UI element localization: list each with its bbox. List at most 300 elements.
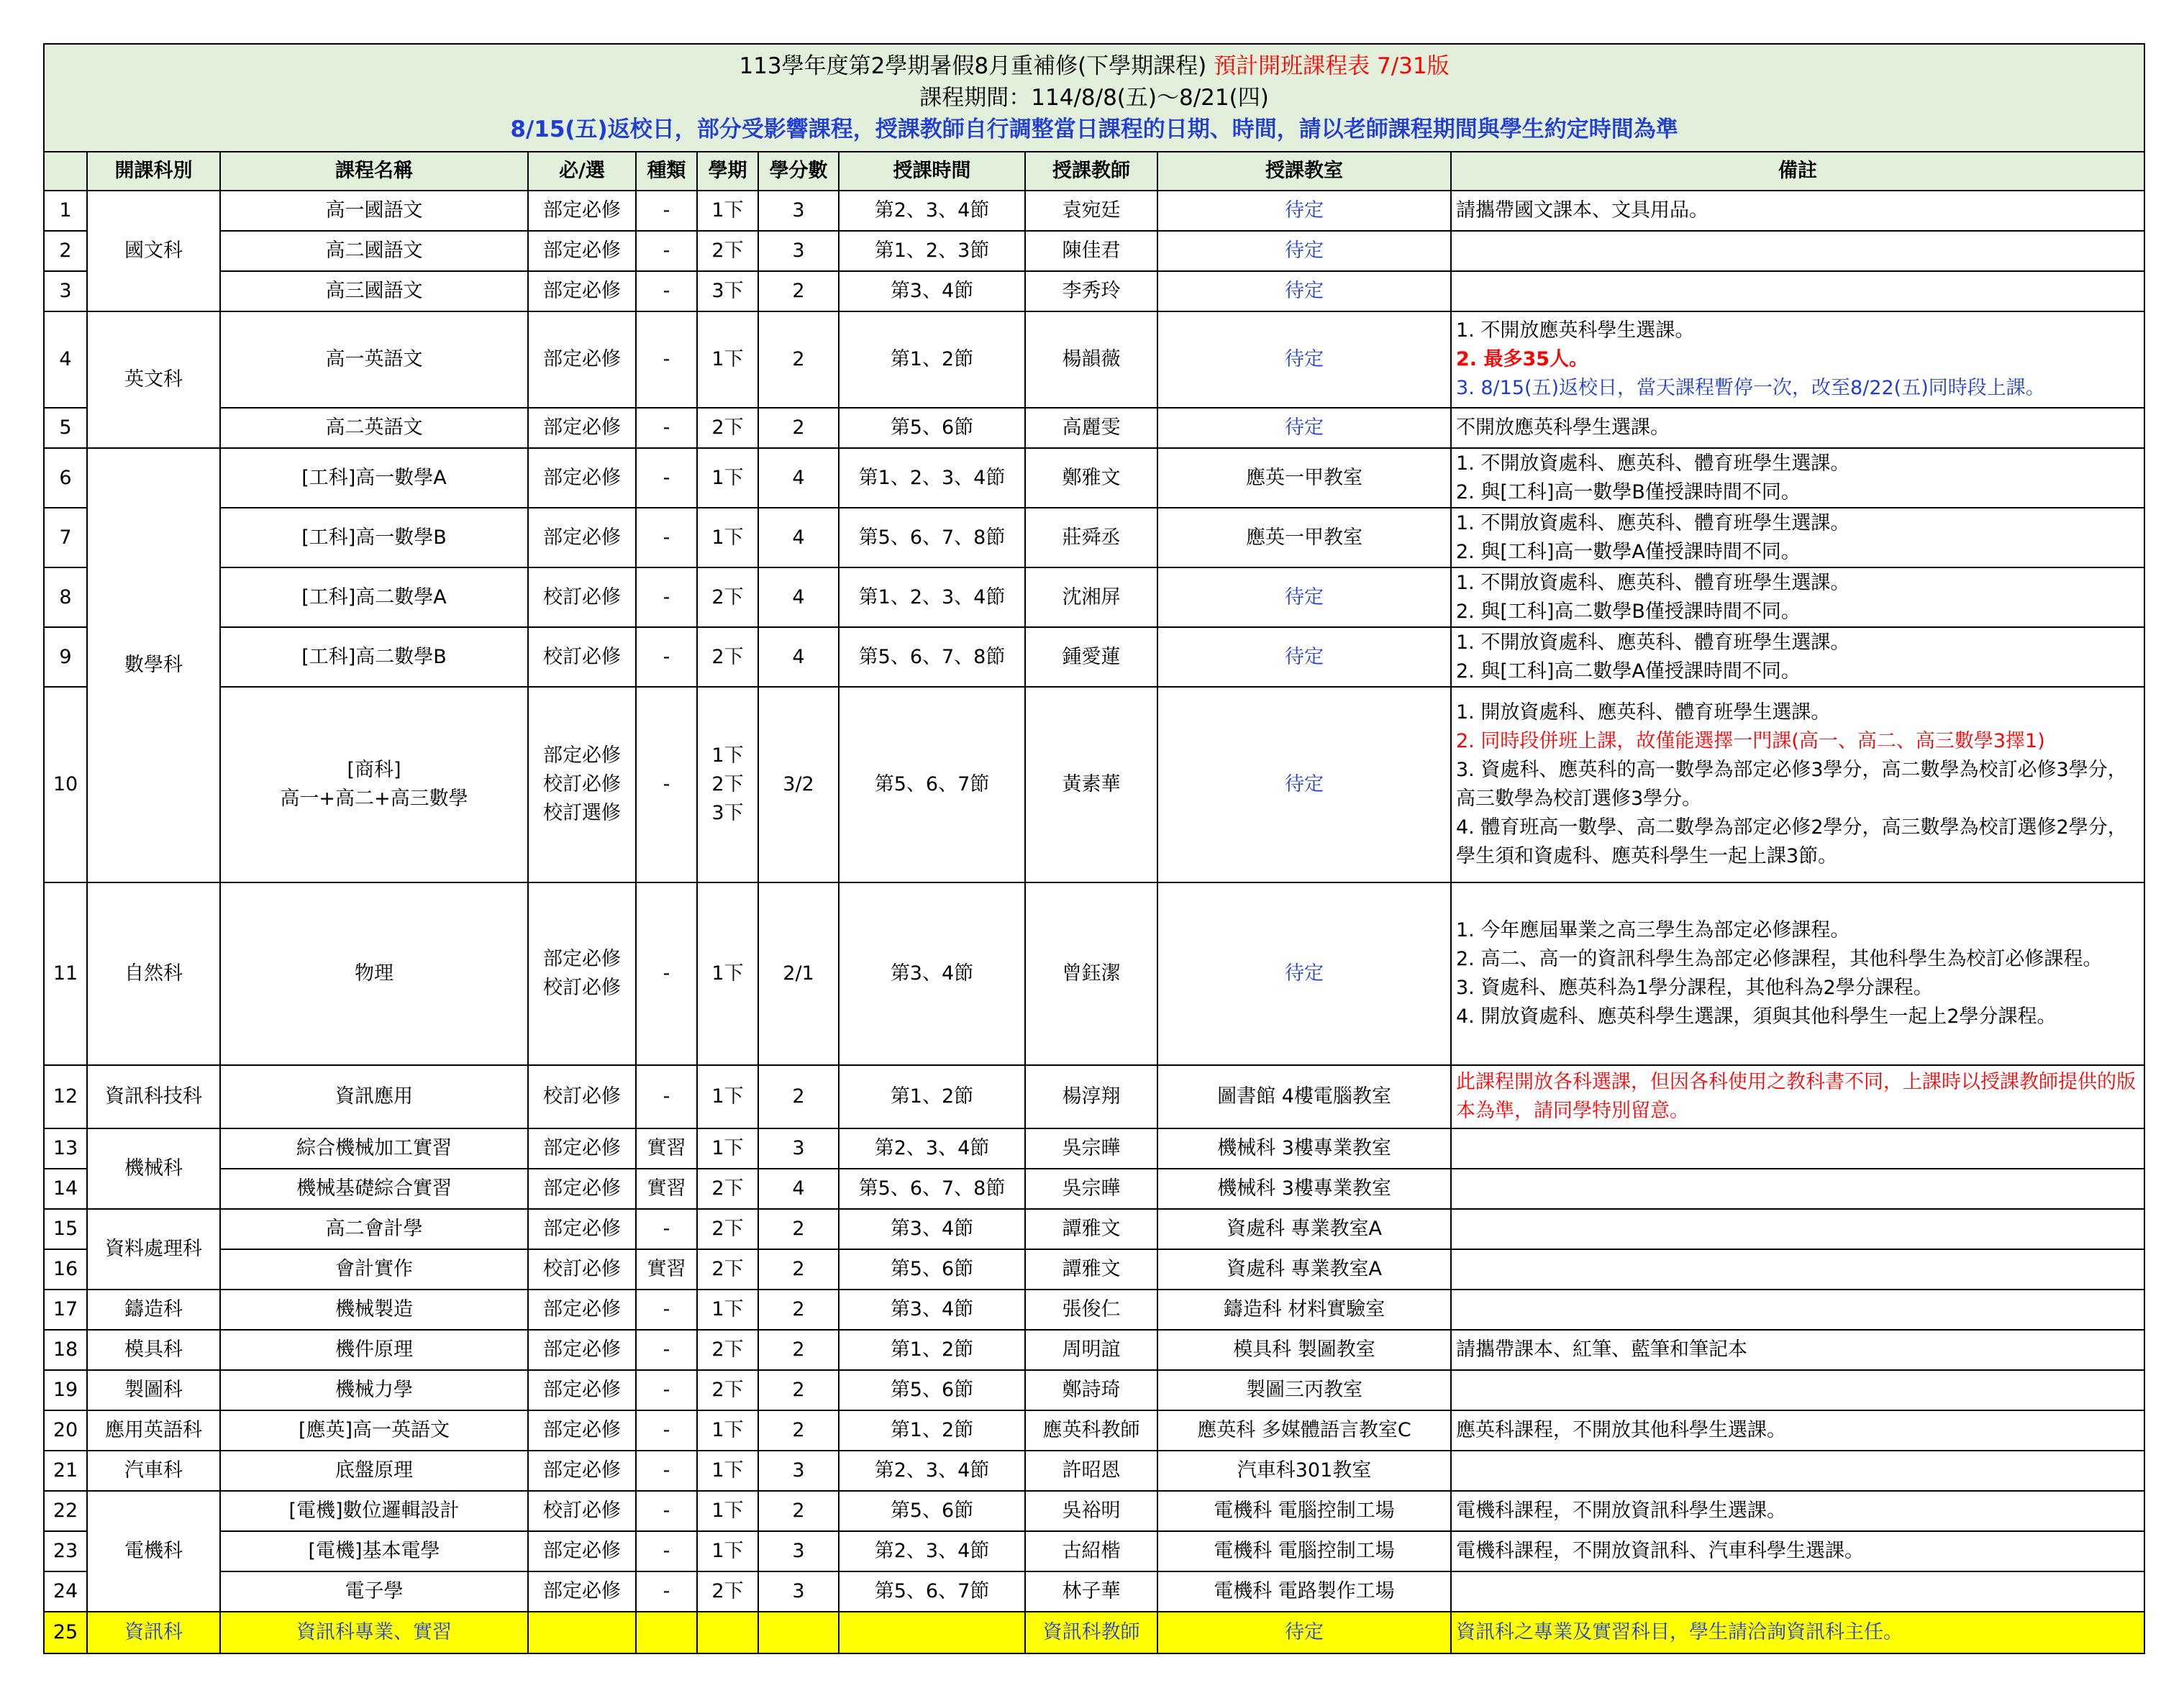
classroom: 模具科 製圖教室 (1157, 1330, 1451, 1370)
semester: 2下 (697, 408, 758, 448)
required-type: 部定必修 (528, 1370, 636, 1410)
class-time: 第2、3、4節 (839, 1451, 1025, 1491)
course-name: 機械製造 (220, 1290, 528, 1330)
semester: 1下 (697, 1290, 758, 1330)
dept-cell: 國文科 (87, 191, 220, 311)
table-row (44, 1410, 2144, 1451)
required-type: 部定必修 (528, 1410, 636, 1451)
teacher: 張俊仁 (1025, 1290, 1157, 1330)
row-number: 11 (44, 882, 87, 1065)
table-row (44, 271, 2144, 311)
teacher: 資訊科教師 (1025, 1612, 1157, 1653)
col-header-time: 授課時間 (839, 152, 1025, 191)
dept-cell: 製圖科 (87, 1370, 220, 1410)
note (1451, 311, 2144, 408)
note-line: 請攜帶國文課本、文具用品。 (1456, 199, 1708, 222)
row-number: 18 (44, 1330, 87, 1370)
course-name: 高一英語文 (220, 311, 528, 408)
course-kind: - (636, 567, 697, 627)
note (1451, 627, 2144, 687)
dept-cell: 自然科 (87, 882, 220, 1065)
required-type: 部定必修 (528, 408, 636, 448)
classroom: 待定 (1157, 311, 1451, 408)
col-header-required: 必/選 (528, 152, 636, 191)
course-kind: - (636, 1209, 697, 1249)
note (1451, 231, 2144, 271)
course-name: [工科]高二數學A (220, 567, 528, 627)
class-time: 第5、6節 (839, 1370, 1025, 1410)
semester: 1下 (697, 1065, 758, 1128)
row-number: 10 (44, 687, 87, 882)
course-schedule-table (43, 43, 2145, 1654)
class-time: 第1、2、3、4節 (839, 448, 1025, 508)
course-name: 高三國語文 (220, 271, 528, 311)
note (1451, 1491, 2144, 1531)
dept-cell: 數學科 (87, 448, 220, 882)
required-type: 部定必修 (528, 448, 636, 508)
credits: 4 (758, 627, 839, 687)
table-row (44, 408, 2144, 448)
required-type (528, 882, 636, 1065)
note (1451, 448, 2144, 508)
col-header-index (44, 152, 87, 191)
semester: 1下 (697, 1491, 758, 1531)
empty-slash-cell (697, 1612, 758, 1653)
required-type: 部定必修 (528, 311, 636, 408)
table-row (44, 567, 2144, 627)
note-line: 3. 資處科、應英科的高一數學為部定必修3學分，高二數學為校訂必修3學分，高三數學為校訂選修3學分。 (1456, 759, 2127, 810)
empty-slash-cell (528, 1612, 636, 1653)
sheet-header (44, 44, 2144, 152)
teacher: 周明誼 (1025, 1330, 1157, 1370)
dept-cell: 鑄造科 (87, 1290, 220, 1330)
classroom: 圖書館 4樓電腦教室 (1157, 1065, 1451, 1128)
course-name (220, 687, 528, 882)
course-name-line: 高一+高二+高三數學 (280, 788, 468, 810)
semester: 1下 (697, 311, 758, 408)
note (1451, 191, 2144, 231)
credits: 4 (758, 1169, 839, 1209)
row-number: 6 (44, 448, 87, 508)
row-number: 20 (44, 1410, 87, 1451)
course-kind: - (636, 1531, 697, 1571)
table-row (44, 1065, 2144, 1128)
required-type: 部定必修 (528, 1209, 636, 1249)
note-line: 不開放應英科學生選課。 (1456, 416, 1670, 439)
course-kind: 實習 (636, 1128, 697, 1169)
semester: 2下 (697, 1571, 758, 1612)
course-period: 課程期間：114/8/8(五)～8/21(四) (919, 85, 1269, 111)
semester: 1下 (697, 448, 758, 508)
teacher: 許昭恩 (1025, 1451, 1157, 1491)
semester: 2下 (697, 627, 758, 687)
course-kind: - (636, 311, 697, 408)
classroom: 待定 (1157, 687, 1451, 882)
note-line: 1. 不開放資處科、應英科、體育班學生選課。 (1456, 511, 1850, 534)
course-name: 機件原理 (220, 1330, 528, 1370)
teacher: 楊淳翔 (1025, 1065, 1157, 1128)
note-line: 電機科課程，不開放資訊科、汽車科學生選課。 (1456, 1540, 1864, 1562)
note-line: 資訊科之專業及實習科目，學生請洽詢資訊科主任。 (1456, 1621, 1903, 1643)
row-number: 13 (44, 1128, 87, 1169)
course-kind: 實習 (636, 1169, 697, 1209)
required-type: 部定必修 (528, 1451, 636, 1491)
credits: 2 (758, 311, 839, 408)
table-row (44, 627, 2144, 687)
credits: 2 (758, 1370, 839, 1410)
class-time: 第2、3、4節 (839, 191, 1025, 231)
note (1451, 1128, 2144, 1169)
semester-line: 2下 (711, 773, 744, 795)
note-line: 3. 8/15(五)返校日，當天課程暫停一次，改至8/22(五)同時段上課。 (1456, 377, 2045, 399)
note-line: 4. 開放資處科、應英科學生選課，須與其他科學生一起上2學分課程。 (1456, 1005, 2057, 1028)
semester: 2下 (697, 1330, 758, 1370)
empty-slash-cell (758, 1612, 839, 1653)
course-name: 高二會計學 (220, 1209, 528, 1249)
course-kind: - (636, 1065, 697, 1128)
course-name: 機械基礎綜合實習 (220, 1169, 528, 1209)
note-line: 1. 不開放資處科、應英科、體育班學生選課。 (1456, 571, 1850, 594)
required-line: 校訂必修 (543, 977, 621, 999)
semester: 2下 (697, 1209, 758, 1249)
class-time: 第1、2節 (839, 311, 1025, 408)
semester (697, 687, 758, 882)
course-kind: 實習 (636, 1249, 697, 1290)
semester: 2下 (697, 1169, 758, 1209)
col-header-type: 種類 (636, 152, 697, 191)
title-text: 113學年度第2學期暑假8月重補修(下學期課程) (739, 53, 1207, 79)
table-row (44, 1491, 2144, 1531)
course-kind: - (636, 1370, 697, 1410)
credits: 2 (758, 271, 839, 311)
credits: 2 (758, 1290, 839, 1330)
note-line: 3. 資處科、應英科為1學分課程，其他科為2學分課程。 (1456, 977, 1933, 999)
note (1451, 567, 2144, 627)
classroom: 待定 (1157, 567, 1451, 627)
teacher: 吳裕明 (1025, 1491, 1157, 1531)
credits: 2 (758, 1330, 839, 1370)
required-line: 校訂必修 (543, 773, 621, 795)
note-line: 應英科課程，不開放其他科學生選課。 (1456, 1419, 1786, 1441)
course-name: 底盤原理 (220, 1451, 528, 1491)
note (1451, 1531, 2144, 1571)
classroom: 鑄造科 材料實驗室 (1157, 1290, 1451, 1330)
credits: 3 (758, 1571, 839, 1612)
column-header-row (44, 152, 2144, 191)
classroom: 待定 (1157, 271, 1451, 311)
classroom: 電機科 電腦控制工場 (1157, 1531, 1451, 1571)
note-line: 1. 不開放應英科學生選課。 (1456, 319, 1695, 342)
row-number: 8 (44, 567, 87, 627)
required-type (528, 687, 636, 882)
teacher: 鄭詩琦 (1025, 1370, 1157, 1410)
note-line: 4. 體育班高一數學、高二數學為部定必修2學分，高三數學為校訂選修2學分，學生須和資處科、應英科學生一起上課3節。 (1456, 816, 2127, 867)
class-time: 第2、3、4節 (839, 1128, 1025, 1169)
required-line: 校訂選修 (543, 802, 621, 824)
credits: 3/2 (758, 687, 839, 882)
table-row (44, 882, 2144, 1065)
course-name: [應英]高一英語文 (220, 1410, 528, 1451)
classroom: 待定 (1157, 1612, 1451, 1653)
course-name-line: [商科] (347, 759, 401, 781)
required-type: 部定必修 (528, 508, 636, 567)
credits: 4 (758, 508, 839, 567)
dept-cell: 汽車科 (87, 1451, 220, 1491)
note-line: 1. 今年應屆畢業之高三學生為部定必修課程。 (1456, 919, 1850, 941)
classroom: 電機科 電路製作工場 (1157, 1571, 1451, 1612)
table-row (44, 191, 2144, 231)
row-number: 9 (44, 627, 87, 687)
row-number: 17 (44, 1290, 87, 1330)
credits: 4 (758, 567, 839, 627)
teacher: 譚雅文 (1025, 1249, 1157, 1290)
course-kind: - (636, 1330, 697, 1370)
credits: 3 (758, 1128, 839, 1169)
semester: 1下 (697, 1128, 758, 1169)
semester: 1下 (697, 882, 758, 1065)
note (1451, 882, 2144, 1065)
course-name: [工科]高一數學B (220, 508, 528, 567)
classroom: 待定 (1157, 191, 1451, 231)
class-time: 第5、6節 (839, 1491, 1025, 1531)
teacher: 吳宗曄 (1025, 1128, 1157, 1169)
credits: 2/1 (758, 882, 839, 1065)
col-header-dept: 開課科別 (87, 152, 220, 191)
classroom: 待定 (1157, 408, 1451, 448)
col-header-course: 課程名稱 (220, 152, 528, 191)
note (1451, 1571, 2144, 1612)
note-line: 此課程開放各科選課，但因各科使用之教科書不同，上課時以授課教師提供的版本為準，請同學特別留意。 (1456, 1071, 2136, 1122)
course-kind: - (636, 408, 697, 448)
course-name: 物理 (220, 882, 528, 1065)
teacher: 楊韻薇 (1025, 311, 1157, 408)
class-time: 第3、4節 (839, 271, 1025, 311)
table-row (44, 1451, 2144, 1491)
row-number: 19 (44, 1370, 87, 1410)
dept-cell: 機械科 (87, 1128, 220, 1209)
course-name: [工科]高一數學A (220, 448, 528, 508)
required-type: 部定必修 (528, 1290, 636, 1330)
class-time: 第3、4節 (839, 882, 1025, 1065)
credits: 2 (758, 1065, 839, 1128)
course-name: [電機]基本電學 (220, 1531, 528, 1571)
semester: 2下 (697, 1370, 758, 1410)
credits: 3 (758, 231, 839, 271)
course-name: 資訊應用 (220, 1065, 528, 1128)
semester: 1下 (697, 1451, 758, 1491)
required-type: 部定必修 (528, 1128, 636, 1169)
semester-line: 3下 (711, 802, 744, 824)
required-type: 校訂必修 (528, 1065, 636, 1128)
row-number: 21 (44, 1451, 87, 1491)
class-time: 第2、3、4節 (839, 1531, 1025, 1571)
row-number: 12 (44, 1065, 87, 1128)
note-line: 2. 與[工科]高一數學B僅授課時間不同。 (1456, 480, 1801, 503)
teacher: 陳佳君 (1025, 231, 1157, 271)
teacher: 林子華 (1025, 1571, 1157, 1612)
row-number: 16 (44, 1249, 87, 1290)
teacher: 曾鈺潔 (1025, 882, 1157, 1065)
semester: 1下 (697, 191, 758, 231)
note (1451, 687, 2144, 882)
semester: 2下 (697, 1249, 758, 1290)
col-header-notes: 備註 (1451, 152, 2144, 191)
dept-cell: 資料處理科 (87, 1209, 220, 1290)
note (1451, 1370, 2144, 1410)
class-time: 第1、2節 (839, 1065, 1025, 1128)
table-row (44, 687, 2144, 882)
course-kind: - (636, 271, 697, 311)
course-name: 機械力學 (220, 1370, 528, 1410)
course-kind: - (636, 448, 697, 508)
class-time: 第5、6、7節 (839, 1571, 1025, 1612)
row-number: 2 (44, 231, 87, 271)
row-number: 4 (44, 311, 87, 408)
class-time: 第1、2、3節 (839, 231, 1025, 271)
course-name: 資訊科專業、實習 (220, 1612, 528, 1653)
required-type: 校訂必修 (528, 567, 636, 627)
required-type: 校訂必修 (528, 1491, 636, 1531)
course-kind: - (636, 882, 697, 1065)
classroom: 應英一甲教室 (1157, 508, 1451, 567)
credits: 2 (758, 408, 839, 448)
row-number: 22 (44, 1491, 87, 1531)
credits: 2 (758, 1249, 839, 1290)
required-type: 部定必修 (528, 1169, 636, 1209)
course-kind: - (636, 191, 697, 231)
note (1451, 1612, 2144, 1653)
note-line: 電機科課程，不開放資訊科學生選課。 (1456, 1500, 1786, 1522)
table-row (44, 1169, 2144, 1209)
table-row (44, 1571, 2144, 1612)
note-line: 2. 最多35人。 (1456, 348, 1589, 370)
semester: 3下 (697, 271, 758, 311)
row-number: 7 (44, 508, 87, 567)
teacher: 吳宗曄 (1025, 1169, 1157, 1209)
course-name: [電機]數位邏輯設計 (220, 1491, 528, 1531)
teacher: 鄭雅文 (1025, 448, 1157, 508)
table-row (44, 1330, 2144, 1370)
row-number: 5 (44, 408, 87, 448)
course-kind: - (636, 1571, 697, 1612)
table-row (44, 1370, 2144, 1410)
classroom: 電機科 電腦控制工場 (1157, 1491, 1451, 1531)
note-line: 請攜帶課本、紅筆、藍筆和筆記本 (1456, 1338, 1747, 1361)
credits: 4 (758, 448, 839, 508)
required-line: 部定必修 (543, 948, 621, 970)
course-kind: - (636, 1290, 697, 1330)
required-type: 部定必修 (528, 1330, 636, 1370)
credits: 2 (758, 1410, 839, 1451)
table-row-highlighted (44, 1612, 2144, 1653)
table-row (44, 508, 2144, 567)
required-type: 部定必修 (528, 271, 636, 311)
note-line: 2. 同時段併班上課，故僅能選擇一門課(高一、高二、高三數學3擇1) (1456, 730, 2045, 752)
col-header-room: 授課教室 (1157, 152, 1451, 191)
dept-cell: 電機科 (87, 1491, 220, 1612)
credits: 2 (758, 1491, 839, 1531)
class-time: 第3、4節 (839, 1290, 1025, 1330)
course-name: 綜合機械加工實習 (220, 1128, 528, 1169)
classroom: 應英科 多媒體語言教室C (1157, 1410, 1451, 1451)
dept-cell: 資訊科技科 (87, 1065, 220, 1128)
required-line: 部定必修 (543, 744, 621, 767)
course-kind: - (636, 1491, 697, 1531)
course-kind: - (636, 1451, 697, 1491)
classroom: 資處科 專業教室A (1157, 1249, 1451, 1290)
classroom: 資處科 專業教室A (1157, 1209, 1451, 1249)
course-kind: - (636, 627, 697, 687)
row-number: 14 (44, 1169, 87, 1209)
required-type: 校訂必修 (528, 627, 636, 687)
teacher: 袁宛廷 (1025, 191, 1157, 231)
row-number: 1 (44, 191, 87, 231)
classroom: 待定 (1157, 231, 1451, 271)
course-name: 會計實作 (220, 1249, 528, 1290)
row-number: 24 (44, 1571, 87, 1612)
teacher: 黃素華 (1025, 687, 1157, 882)
required-type: 校訂必修 (528, 1249, 636, 1290)
note-line: 2. 與[工科]高二數學A僅授課時間不同。 (1456, 660, 1801, 683)
note (1451, 508, 2144, 567)
empty-slash-cell (636, 1612, 697, 1653)
table-row (44, 231, 2144, 271)
course-name: 高二英語文 (220, 408, 528, 448)
dept-cell: 資訊科 (87, 1612, 220, 1653)
teacher: 鍾愛蓮 (1025, 627, 1157, 687)
credits: 3 (758, 1531, 839, 1571)
course-kind: - (636, 687, 697, 882)
required-type: 部定必修 (528, 1531, 636, 1571)
teacher: 高麗雯 (1025, 408, 1157, 448)
credits: 3 (758, 1451, 839, 1491)
teacher: 莊舜丞 (1025, 508, 1157, 567)
course-name: 高二國語文 (220, 231, 528, 271)
title-version: 預計開班課程表 7/31版 (1214, 53, 1450, 79)
class-time: 第1、2節 (839, 1410, 1025, 1451)
note-line: 1. 開放資處科、應英科、體育班學生選課。 (1456, 701, 1831, 724)
table-row (44, 1128, 2144, 1169)
class-time: 第5、6、7、8節 (839, 508, 1025, 567)
return-day-notice: 8/15(五)返校日，部分受影響課程，授課教師自行調整當日課程的日期、時間，請以老師課程期間與學生約定時間為準 (510, 117, 1678, 142)
semester: 1下 (697, 1531, 758, 1571)
row-number: 25 (44, 1612, 87, 1653)
note (1451, 1169, 2144, 1209)
note (1451, 1290, 2144, 1330)
row-number: 3 (44, 271, 87, 311)
course-kind: - (636, 1410, 697, 1451)
class-time: 第5、6節 (839, 408, 1025, 448)
class-time: 第5、6、7節 (839, 687, 1025, 882)
class-time: 第5、6節 (839, 1249, 1025, 1290)
classroom: 待定 (1157, 882, 1451, 1065)
classroom: 機械科 3樓專業教室 (1157, 1169, 1451, 1209)
note (1451, 1065, 2144, 1128)
note-line: 2. 與[工科]高二數學B僅授課時間不同。 (1456, 600, 1801, 623)
col-header-semester: 學期 (697, 152, 758, 191)
teacher: 應英科教師 (1025, 1410, 1157, 1451)
note (1451, 1249, 2144, 1290)
required-type: 部定必修 (528, 1571, 636, 1612)
page-title (49, 50, 2139, 82)
note (1451, 1451, 2144, 1491)
course-name: 電子學 (220, 1571, 528, 1612)
credits: 2 (758, 1209, 839, 1249)
table-row (44, 448, 2144, 508)
class-time: 第1、2、3、4節 (839, 567, 1025, 627)
class-time: 第3、4節 (839, 1209, 1025, 1249)
classroom: 汽車科301教室 (1157, 1451, 1451, 1491)
